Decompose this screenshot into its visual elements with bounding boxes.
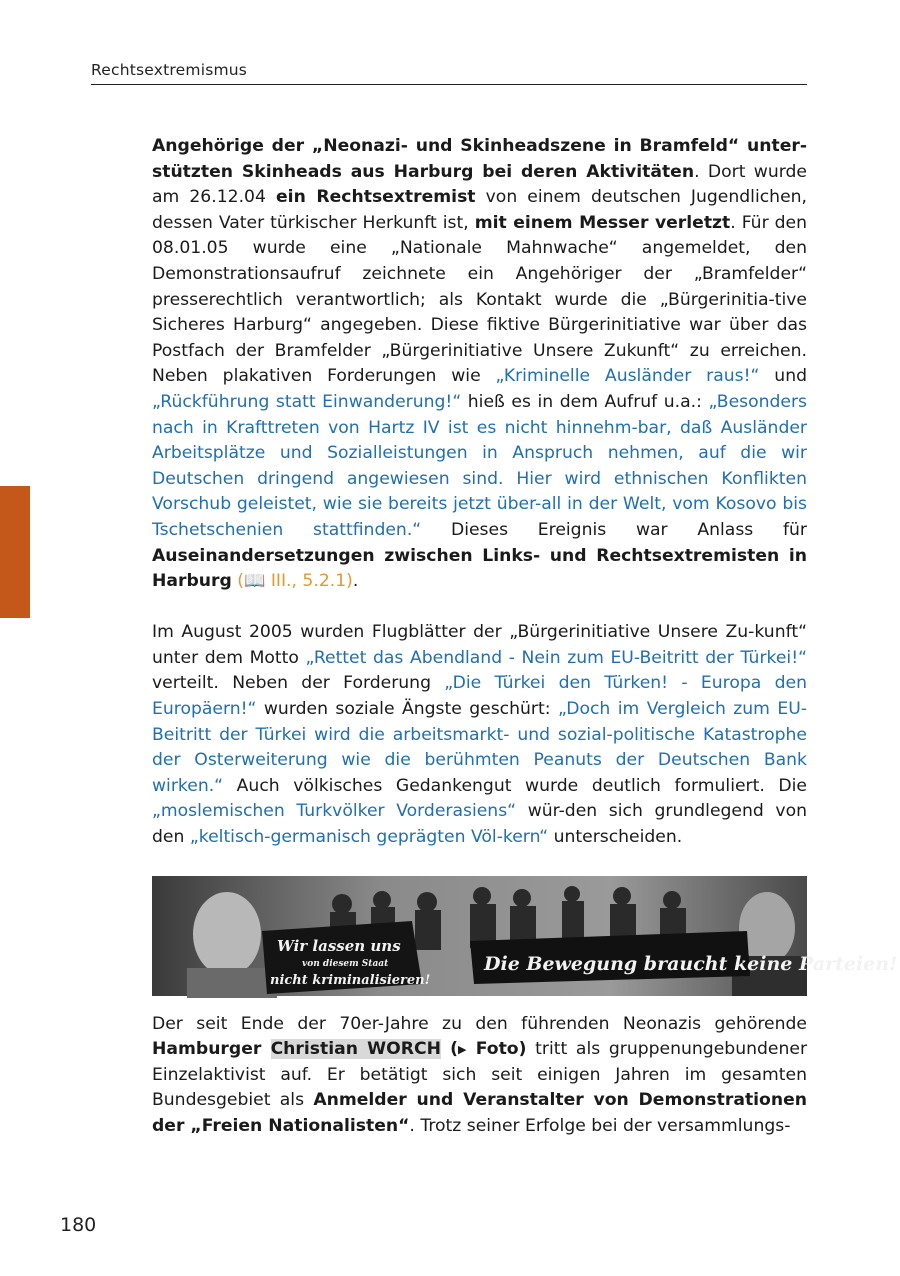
left-banner-line-3: nicht kriminalisieren! xyxy=(270,972,431,988)
quote: „moslemischen Turkvölker Vorderasiens“ xyxy=(152,801,517,822)
paragraph-1 xyxy=(152,134,807,595)
text: . Für den 08.01.05 wurde eine „Nationale Mahnwache“ angemeldet, den Demonstrationsaufruf zeichnete ein Angehöriger der „Bramfelder“ presserechtlich verantwortlich; als Kontakt wurde die „Bürgerinitia-tive Sicheres Harburg“ angegeben. Diese fiktive Bürgerinitiative war über das Postfach der Bramfelder „Bürgerinitiative Unsere Zukunft“ zu erreichen. Neben plakativen Forderungen wie xyxy=(152,212,808,387)
text: hieß es in dem Aufruf u.a.: xyxy=(461,391,709,412)
photo-illustration xyxy=(152,876,898,996)
bold-text: Auseinandersetzungen zwischen Links- und Rechtsextremisten in Harburg xyxy=(152,545,807,592)
quote: „Kriminelle Ausländer raus!“ xyxy=(495,366,760,387)
text: Der seit Ende der 70er-Jahre zu den führenden Neonazis gehörende xyxy=(152,1013,807,1034)
text: . Dort wurde am 26.12.04 xyxy=(152,161,807,208)
text: verteilt. Neben der Forderung xyxy=(152,673,445,694)
text: tritt als gruppenungebundener Einzelaktivist auf. Er betätigt sich seit einigen Jahren im gesamten Bundesgebiet als xyxy=(152,1039,808,1111)
header-title: Rechtsextremismus xyxy=(91,61,248,79)
main-text xyxy=(152,134,898,1140)
bold-text: ein Rechtsextremist xyxy=(276,187,476,208)
running-header xyxy=(91,60,807,85)
bold-text: ( xyxy=(440,1039,459,1060)
quote: „Besonders nach in Krafttreten von Hartz IV ist es nicht hinnehm-bar, daß Ausländer Arbeitsplätze und Sozialleistungen in Anspruch nehmen, auf die wir Deutschen dringend angewiesen sind. Hier wird ethnischen Konflikten Vorschub geleistet, wie sie bereits jetzt über-all in der Welt, vom Kosovo bis Tschetschenien stattfinden.“ xyxy=(152,391,808,540)
right-banner-text: Die Bewegung braucht keine Parteien! xyxy=(484,952,898,975)
bold-text: mit einem Messer verletzt xyxy=(474,212,731,233)
highlighted-name: Christian WORCH xyxy=(270,1039,441,1060)
text: Im August 2005 wurden Flugblätter der „Bürgerinitiative Unsere Zu-kunft“ unter dem Motto xyxy=(152,622,807,668)
demonstration-photo xyxy=(152,876,898,996)
arrow-right-icon: ▶ xyxy=(458,1043,467,1057)
left-banner-line-1: Wir lassen uns xyxy=(277,936,401,955)
quote: „Rückführung statt Einwanderung!“ xyxy=(152,391,462,412)
bold-text: Anmelder und Veranstalter von Demonstrationen der „Freien Nationalisten“ xyxy=(152,1090,807,1136)
quote: „Doch im Vergleich zum EU-Beitritt der Türkei wird die arbeitsmarkt- und sozial-politische Katastrophe der Osterweiterung wie die berühmten Peanuts der Deutschen Bank wirken.“ xyxy=(152,699,807,796)
cross-reference-link[interactable]: (📖 III., 5.2.1) xyxy=(237,571,353,592)
bold-text: Hamburger xyxy=(152,1039,271,1060)
text: unterscheiden. xyxy=(548,827,683,848)
chapter-side-tab xyxy=(0,486,30,618)
text: . xyxy=(352,571,359,592)
page-number: 180 xyxy=(60,1214,97,1236)
text: wurden soziale Ängste geschürt: xyxy=(256,699,558,720)
text: wür-den sich grundlegend von den xyxy=(152,801,807,848)
text: Auch völkisches Gedankengut wurde deutlich formuliert. Die xyxy=(223,775,807,796)
bold-text: Foto) xyxy=(466,1039,527,1060)
bold-text: Angehörige der „Neonazi- und Skinheadszene in Bramfeld“ unter-stützten Skinheads aus Harburg bei deren Aktivitäten xyxy=(152,136,807,182)
text: und xyxy=(759,366,807,387)
quote: „Rettet das Abendland - Nein zum EU-Beitritt der Türkei!“ xyxy=(305,647,807,668)
quote: „keltisch-germanisch geprägten Völ-kern“ xyxy=(189,827,549,848)
paragraph-2 xyxy=(152,620,807,850)
text: . Trotz seiner Erfolge bei der versammlungs- xyxy=(409,1116,791,1136)
text: von einem deutschen Jugendlichen, dessen Vater türkischer Herkunft ist, xyxy=(152,187,808,233)
quote: „Die Türkei den Türken! - Europa den Europäern!“ xyxy=(152,673,807,720)
text: Dieses Ereignis war Anlass für xyxy=(421,519,807,540)
paragraph-3 xyxy=(152,1012,807,1140)
left-banner-line-2: von diesem Staat xyxy=(302,958,389,969)
